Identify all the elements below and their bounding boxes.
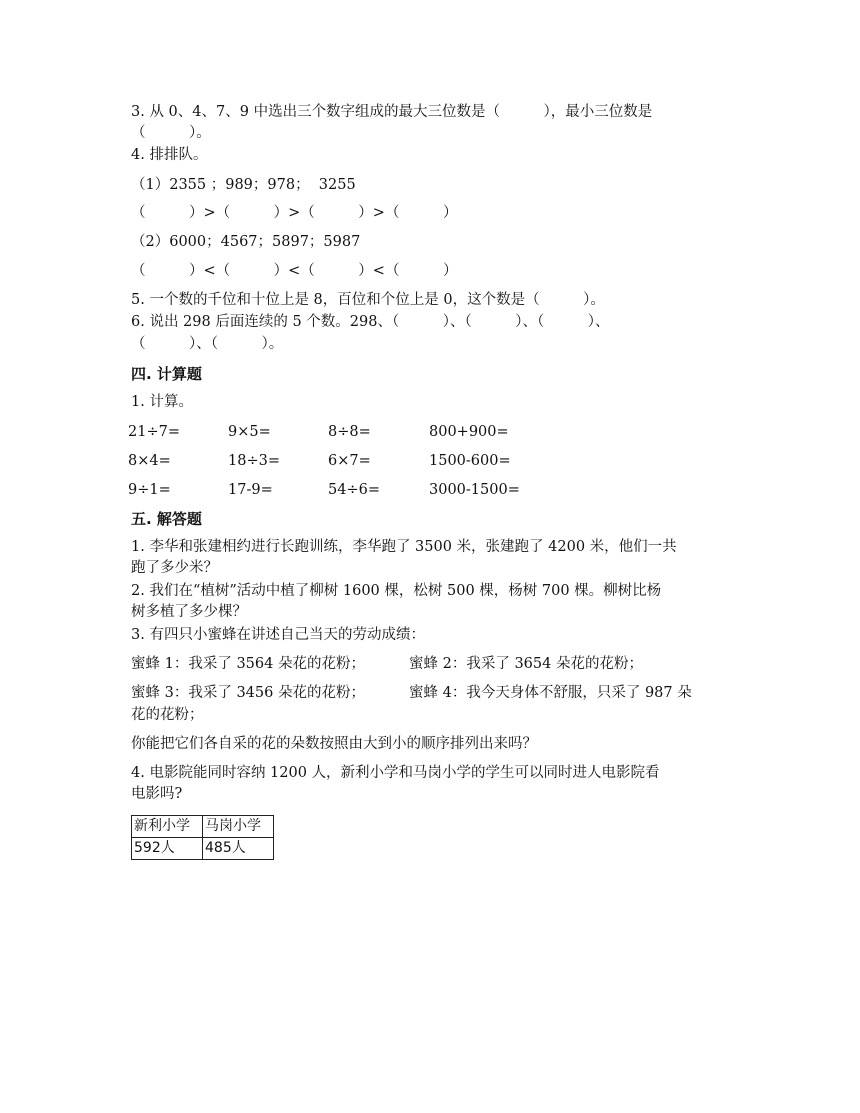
calc-cell: 8×4= <box>128 453 171 469</box>
bee-2-text: 蜜蜂 2：我采了 3654 朵花的花粉； <box>409 656 643 672</box>
calc-cell: 8÷8= <box>328 424 371 440</box>
calc-cell: 1500-600= <box>429 453 511 469</box>
q4-part2-blanks: （ ）<（ ）<（ ）<（ ） <box>131 263 458 279</box>
q6-line-2: （ ）、（ ）。 <box>131 336 284 352</box>
calc-cell: 18÷3= <box>228 453 280 469</box>
table-header-magang: 马岗小学 <box>203 816 274 838</box>
table-row <box>132 838 274 860</box>
calc-cell: 6×7= <box>328 453 371 469</box>
p3-title: 3. 有四只小蜜蜂在讲述自己当天的劳动成绩： <box>131 627 425 643</box>
p4-line-1: 4. 电影院能同时容纳 1200 人，新利小学和马岗小学的学生可以同时进人电影院看 <box>131 765 660 781</box>
table-row <box>132 816 274 838</box>
table-header-xinli: 新利小学 <box>132 816 203 838</box>
calc-cell: 17-9= <box>228 482 273 498</box>
q4-part2-numbers: （2）6000；4567；5897；5987 <box>131 234 361 250</box>
table-value-magang: 485人 <box>203 838 274 860</box>
p1-line-2: 跑了多少米？ <box>131 560 218 576</box>
p2-line-1: 2. 我们在“植树”活动中植了柳树 1600 棵，松树 500 棵，杨树 700 棵。柳树比杨 <box>131 583 662 599</box>
q3-line-2: （ ）。 <box>131 125 211 141</box>
calc-cell: 9×5= <box>228 424 271 440</box>
bee-1-text: 蜜蜂 1：我采了 3564 朵花的花粉； <box>131 656 365 672</box>
p1-line-1: 1. 李华和张建相约进行长跑训练，李华跑了 3500 米，张建跑了 4200 米，他们一共 <box>131 539 677 555</box>
section-4-sub: 1. 计算。 <box>131 394 193 410</box>
section-5-heading: 五. 解答题 <box>131 510 202 528</box>
p3-question: 你能把它们各自采的花的朵数按照由大到小的顺序排列出来吗？ <box>131 736 537 752</box>
calc-cell: 3000-1500= <box>429 482 520 498</box>
q4-title: 4. 排排队。 <box>131 147 208 163</box>
bee-4-text-cont: 花的花粉； <box>131 707 204 723</box>
q5-text: 5. 一个数的千位和十位上是 8，百位和个位上是 0，这个数是（ ）。 <box>131 292 605 308</box>
calc-cell: 21÷7= <box>128 424 180 440</box>
bee-3-text: 蜜蜂 3：我采了 3456 朵花的花粉； <box>131 685 365 701</box>
q3-line-1: 3. 从 0、4、7、9 中选出三个数字组成的最大三位数是（ ），最小三位数是 <box>131 104 653 120</box>
q4-part1-blanks: （ ）>（ ）>（ ）>（ ） <box>131 205 458 221</box>
calc-cell: 9÷1= <box>128 482 171 498</box>
section-4-heading: 四. 计算题 <box>131 365 202 383</box>
student-count-table <box>131 815 274 860</box>
calc-cell: 800+900= <box>429 424 509 440</box>
bee-4-text: 蜜蜂 4：我今天身体不舒服，只采了 987 朵 <box>409 685 692 701</box>
p2-line-2: 树多植了多少棵？ <box>131 604 247 620</box>
calc-cell: 54÷6= <box>328 482 380 498</box>
q4-part1-numbers: （1）2355 ；989；978； 3255 <box>131 177 356 193</box>
q6-line-1: 6. 说出 298 后面连续的 5 个数。298、（ ）、（ ）、（ ）、 <box>131 314 610 330</box>
table-value-xinli: 592人 <box>132 838 203 860</box>
p4-line-2: 电影吗? <box>131 786 183 802</box>
